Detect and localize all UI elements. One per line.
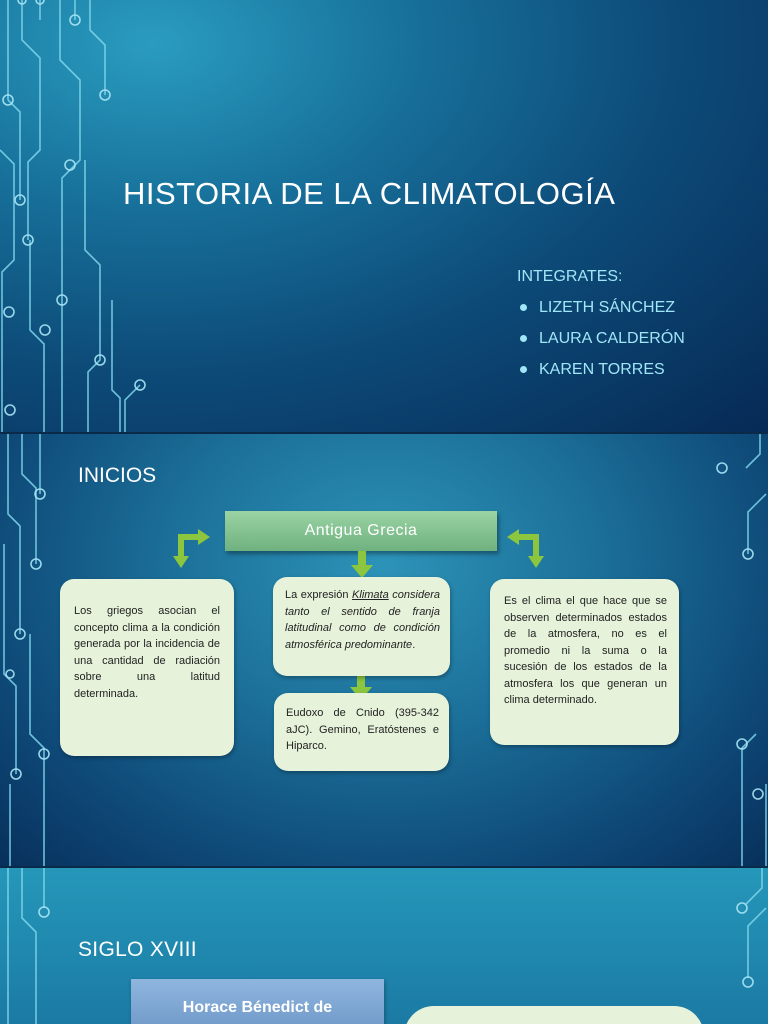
members-block [517, 268, 685, 390]
klimata-text-rest: considera tanto el sentido de franja latitudinal como de condición atmosférica predominante [285, 589, 440, 651]
center-concept-box: Antigua Grecia [225, 511, 497, 551]
members-list [517, 297, 685, 390]
arrow-down-icon [350, 551, 374, 579]
slide-title-inicios: INICIOS [78, 464, 157, 487]
circuit-decoration-left [0, 434, 60, 866]
klimata-text-pre: La expresión [285, 589, 353, 601]
member-item: LIZETH SÁNCHEZ [517, 297, 685, 328]
circuit-decoration-right [708, 868, 768, 1024]
circuit-decoration-right [708, 434, 768, 866]
slide-title [0, 0, 768, 432]
member-item: KAREN TORRES [517, 359, 685, 390]
circuit-decoration-left [0, 868, 60, 1024]
info-box-griegos: Los griegos asocian el concepto clima a la condición generada por la incidencia de una cantidad de radiación sobre una latitud determinada. [60, 579, 234, 756]
klimata-term: Klimata [352, 589, 389, 601]
slide-inicios [0, 434, 768, 866]
info-box-partial [404, 1006, 704, 1024]
arrow-left-bent-icon [168, 526, 212, 570]
klimata-text-end: . [412, 638, 416, 651]
person-box-horace: Horace Bénedict de [131, 979, 384, 1024]
info-box-eudoxo: Eudoxo de Cnido (395-342 aJC). Gemino, Eratóstenes e Hiparco. [274, 693, 449, 771]
slide-siglo-xviii [0, 868, 768, 1024]
slide-title-siglo: SIGLO XVIII [78, 938, 197, 961]
arrow-right-bent-icon [505, 526, 549, 570]
info-box-klimata [273, 577, 450, 676]
members-heading: INTEGRATES: [517, 268, 623, 285]
presentation-title: HISTORIA DE LA CLIMATOLOGÍA [123, 176, 616, 211]
member-item: LAURA CALDERÓN [517, 328, 685, 359]
circuit-decoration-left [0, 0, 150, 432]
info-box-clima: Es el clima el que hace que se observen determinados estados de la atmosfera, no es el promedio ni la suma o la sucesión de los estados de la atmosfera los que generan un clima determinado. [490, 579, 679, 745]
